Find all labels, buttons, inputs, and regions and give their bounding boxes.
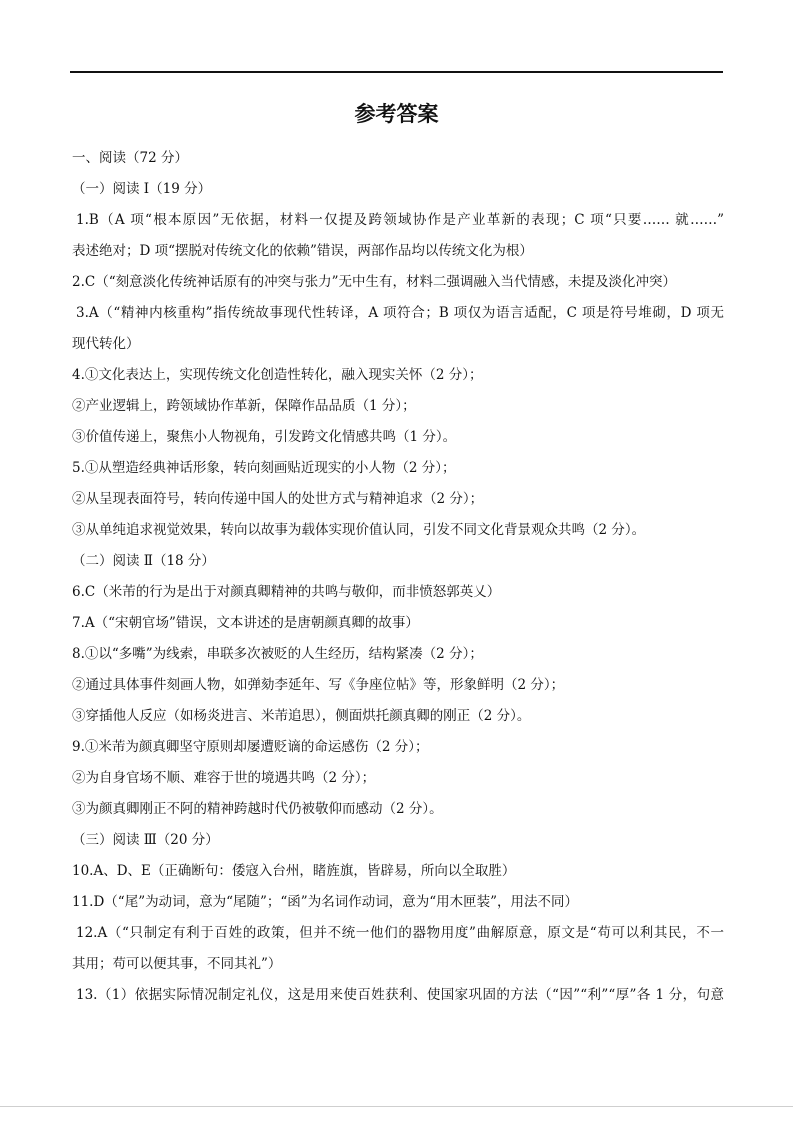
page-title: 参考答案	[354, 102, 439, 126]
answer-line: 7.A（“宋朝官场”错误，文本讲述的是唐朝颜真卿的故事）	[72, 615, 419, 631]
answer-line: 9.①米芾为颜真卿坚守原则却屡遭贬谪的命运感伤（2 分）；	[72, 739, 429, 755]
answer-line: 现代转化）	[72, 336, 140, 352]
answer-line: ②产业逻辑上，跨领域协作革新，保障作品品质（1 分）；	[72, 398, 416, 414]
answer-line: ③价值传递上，聚焦小人物视角，引发跨文化情感共鸣（1 分）。	[72, 429, 457, 445]
header-rule	[70, 71, 723, 73]
answer-line: 6.C（米芾的行为是出于对颜真卿精神的共鸣与敬仰，而非愤怒郭英乂）	[72, 584, 501, 600]
answer-line: 5.①从塑造经典神话形象，转向刻画贴近现实的小人物（2 分）；	[72, 460, 456, 476]
subsection-heading-reading-3: （三）阅读 Ⅲ（20 分）	[72, 832, 219, 848]
answer-line: 10.A、D、E（正确断句：倭寇入台州，睹旌旗，皆辟易，所向以全取胜）	[72, 863, 516, 879]
answer-line: 2.C（“刻意淡化传统神话原有的冲突与张力”无中生有，材料二强调融入当代情感，未提及淡化冲突）	[72, 274, 677, 290]
answer-line: 12.A（“只制定有利于百姓的政策，但并不统一他们的器物用度”曲解原意，原文是“苟可以利其民，不一	[76, 925, 724, 941]
answer-line: ②为自身官场不顺、难容于世的境遇共鸣（2 分）；	[72, 770, 376, 786]
answer-line: 13.（1）依据实际情况制定礼仪，这是用来使百姓获利、使国家巩固的方法（“因”“利”“厚”各 1 分，句意	[76, 987, 724, 1003]
answer-line: 3.A（“精神内核重构”指传统故事现代性转译，A 项符合；B 项仅为语言适配，C 项是符号堆砌，D 项无	[76, 305, 724, 321]
answer-line: ③为颜真卿刚正不阿的精神跨越时代仍被敬仰而感动（2 分）。	[72, 801, 443, 817]
answer-line: 表述绝对；D 项“摆脱对传统文化的依赖”错误，两部作品均以传统文化为根）	[72, 243, 533, 259]
answer-line: 1.B（A 项“根本原因”无依据，材料一仅提及跨领域协作是产业革新的表现；C 项“只要…… 就……”	[76, 212, 724, 228]
section-heading-reading: 一、阅读（72 分）	[72, 150, 188, 166]
answer-line: ③穿插他人反应（如杨炎进言、米芾追思），侧面烘托颜真卿的刚正（2 分）。	[72, 708, 531, 724]
answer-line: 8.①以“多嘴”为线索，串联多次被贬的人生经历，结构紧凑（2 分）；	[72, 646, 483, 662]
answer-line: ②从呈现表面符号，转向传递中国人的处世方式与精神追求（2 分）；	[72, 491, 484, 507]
answer-line: ③从单纯追求视觉效果，转向以故事为载体实现价值认同，引发不同文化背景观众共鸣（2 分）。	[72, 522, 646, 538]
answer-content	[72, 143, 724, 1011]
subsection-heading-reading-2: （二）阅读 Ⅱ（18 分）	[72, 553, 215, 569]
answer-line: ②通过具体事件刻画人物，如弹劾李延年、写《争座位帖》等，形象鲜明（2 分）；	[72, 677, 565, 693]
answer-line: 4.①文化表达上，实现传统文化创造性转化，融入现实关怀（2 分）；	[72, 367, 483, 383]
answer-line: 11.D（“尾”为动词，意为“尾随”；“函”为名词作动词，意为“用木匣装”，用法不同）	[72, 894, 579, 910]
answer-line: 其用；苟可以便其事，不同其礼”）	[72, 956, 282, 972]
page-bottom-edge	[0, 1106, 793, 1107]
subsection-heading-reading-1: （一）阅读 Ⅰ（19 分）	[72, 181, 212, 197]
